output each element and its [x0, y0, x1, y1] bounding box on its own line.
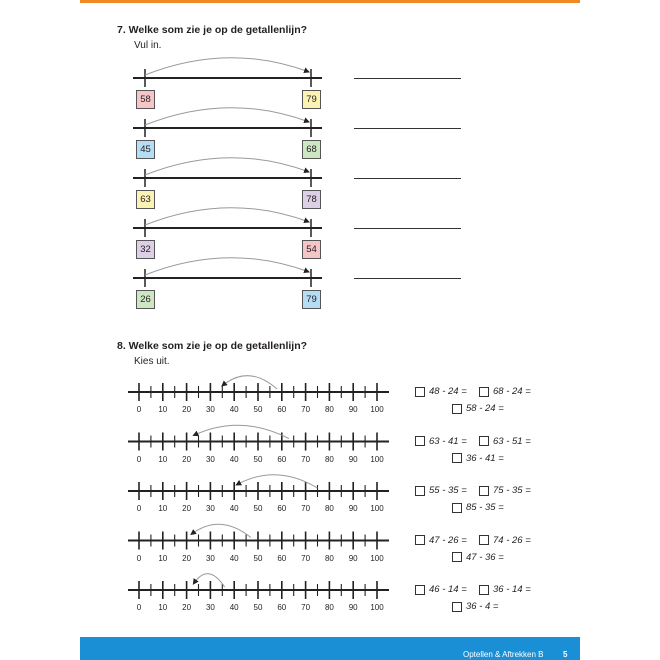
tick-label: 80	[324, 405, 334, 414]
tick-label: 80	[324, 454, 334, 464]
tick-label: 0	[136, 603, 142, 612]
tick-label: 70	[301, 405, 311, 414]
tick-label: 90	[348, 553, 358, 563]
jump-arc	[145, 58, 309, 75]
tick-label: 40	[229, 405, 239, 414]
tick-label: 10	[158, 603, 168, 612]
answer-blank[interactable]	[354, 128, 461, 129]
tick-label: 80	[324, 504, 334, 513]
checkbox[interactable]	[452, 503, 462, 513]
checkbox[interactable]	[452, 602, 462, 612]
jump-arc	[145, 158, 309, 175]
tick-label: 40	[229, 504, 239, 513]
tick-label: 0	[136, 405, 142, 414]
tick-label: 80	[324, 553, 334, 563]
tick-label: 90	[348, 405, 358, 414]
end-number-box: 79	[302, 290, 321, 309]
answer-option[interactable]	[415, 436, 467, 447]
answer-blank[interactable]	[354, 78, 461, 79]
end-number-box: 78	[302, 190, 321, 209]
option-text: 47 - 26 =	[429, 534, 467, 546]
tick-label: 30	[205, 553, 215, 563]
end-number-box: 54	[302, 240, 321, 259]
answer-option[interactable]	[415, 386, 467, 397]
jump-arc	[191, 524, 251, 537]
tick-label: 30	[205, 504, 215, 513]
end-number-box: 68	[302, 140, 321, 159]
option-text: 75 - 35 =	[493, 485, 531, 496]
tick-label: 100	[370, 504, 384, 513]
checkbox[interactable]	[415, 436, 425, 446]
answer-option[interactable]	[479, 386, 531, 397]
tick-label: 50	[253, 603, 263, 612]
tick-label: 0	[136, 504, 142, 513]
tick-label: 60	[277, 454, 287, 464]
jump-arc	[145, 258, 309, 275]
answer-blank[interactable]	[354, 228, 461, 229]
tick-label: 100	[370, 553, 384, 563]
tick-label: 70	[301, 553, 311, 563]
option-text: 74 - 26 =	[493, 534, 531, 546]
footer-title: Optellen & Aftrekken B	[463, 650, 544, 659]
answer-option[interactable]	[452, 502, 504, 513]
checkbox[interactable]	[415, 387, 425, 397]
tick-label: 90	[348, 454, 358, 464]
checkbox[interactable]	[415, 486, 425, 496]
option-text: 58 - 24 =	[466, 403, 504, 414]
answer-option[interactable]	[452, 453, 504, 464]
tick-label: 70	[301, 504, 311, 513]
tick-label: 10	[158, 405, 168, 414]
start-number-box: 58	[136, 90, 155, 109]
tick-label: 50	[253, 553, 263, 563]
tick-label: 0	[136, 553, 142, 563]
checkbox[interactable]	[479, 436, 489, 446]
tick-label: 50	[253, 405, 263, 414]
tick-label: 60	[277, 603, 287, 612]
tick-label: 100	[370, 454, 384, 464]
question-8-title: 8. Welke som zie je op de getallenlijn?	[117, 340, 308, 352]
tick-label: 20	[182, 405, 192, 414]
option-text: 46 - 14 =	[429, 584, 467, 595]
option-text: 36 - 14 =	[493, 584, 531, 595]
question-7-title: 7. Welke som zie je op de getallenlijn?	[117, 24, 308, 36]
checkbox[interactable]	[452, 453, 462, 463]
checkbox[interactable]	[452, 552, 462, 562]
answer-option[interactable]	[415, 584, 467, 595]
option-text: 36 - 4 =	[466, 601, 499, 612]
option-text: 36 - 41 =	[466, 452, 504, 464]
tick-label: 10	[158, 504, 168, 513]
tick-label: 90	[348, 603, 358, 612]
answer-option[interactable]	[452, 403, 504, 414]
tick-label: 40	[229, 553, 239, 563]
tick-label: 100	[370, 405, 384, 414]
checkbox[interactable]	[415, 535, 425, 545]
answer-option[interactable]	[479, 485, 531, 496]
jump-arc	[145, 208, 309, 225]
answer-option[interactable]	[479, 584, 531, 595]
tick-label: 70	[301, 454, 311, 464]
tick-label: 60	[277, 504, 287, 513]
checkbox[interactable]	[479, 585, 489, 595]
tick-label: 50	[253, 504, 263, 513]
tick-label: 40	[229, 454, 239, 464]
tick-label: 20	[182, 603, 192, 612]
checkbox[interactable]	[479, 486, 489, 496]
tick-label: 30	[205, 603, 215, 612]
answer-blank[interactable]	[354, 178, 461, 179]
jump-arc	[145, 108, 309, 125]
end-number-box: 79	[302, 90, 321, 109]
option-text: 47 - 36 =	[466, 551, 504, 563]
start-number-box: 32	[136, 240, 155, 259]
tick-label: 20	[182, 454, 192, 464]
tick-label: 70	[301, 603, 311, 612]
option-text: 48 - 24 =	[429, 386, 467, 397]
tick-label: 90	[348, 504, 358, 513]
answer-option[interactable]	[415, 535, 467, 546]
start-number-box: 63	[136, 190, 155, 209]
tick-label: 50	[253, 454, 263, 464]
tick-label: 30	[205, 454, 215, 464]
tick-label: 60	[277, 405, 287, 414]
tick-label: 80	[324, 603, 334, 612]
tick-label: 60	[277, 553, 287, 563]
option-text: 68 - 24 =	[493, 386, 531, 397]
tick-label: 20	[182, 504, 192, 513]
start-number-box: 45	[136, 140, 155, 159]
answer-blank[interactable]	[354, 278, 461, 279]
tick-label: 0	[136, 454, 142, 464]
tick-label: 10	[158, 454, 168, 464]
question-8-instruction: Kies uit.	[134, 356, 170, 367]
option-text: 63 - 51 =	[493, 435, 531, 447]
answer-option[interactable]	[415, 485, 467, 496]
answer-option[interactable]	[479, 535, 531, 546]
option-text: 55 - 35 =	[429, 485, 467, 496]
tick-label: 100	[370, 603, 384, 612]
jump-arc	[222, 376, 277, 389]
answer-option[interactable]	[452, 601, 498, 612]
tick-label: 10	[158, 553, 168, 563]
answer-option[interactable]	[452, 552, 504, 563]
tick-label: 30	[205, 405, 215, 414]
checkbox[interactable]	[415, 585, 425, 595]
checkbox[interactable]	[479, 535, 489, 545]
jump-arc	[193, 425, 289, 438]
option-text: 85 - 35 =	[466, 502, 504, 513]
checkbox[interactable]	[452, 404, 462, 414]
tick-label: 40	[229, 603, 239, 612]
tick-label: 20	[182, 553, 192, 563]
answer-option[interactable]	[479, 436, 531, 447]
page-number: 5	[563, 650, 568, 659]
option-text: 63 - 41 =	[429, 435, 467, 447]
question-7-instruction: Vul in.	[134, 40, 162, 51]
checkbox[interactable]	[479, 387, 489, 397]
start-number-box: 26	[136, 290, 155, 309]
